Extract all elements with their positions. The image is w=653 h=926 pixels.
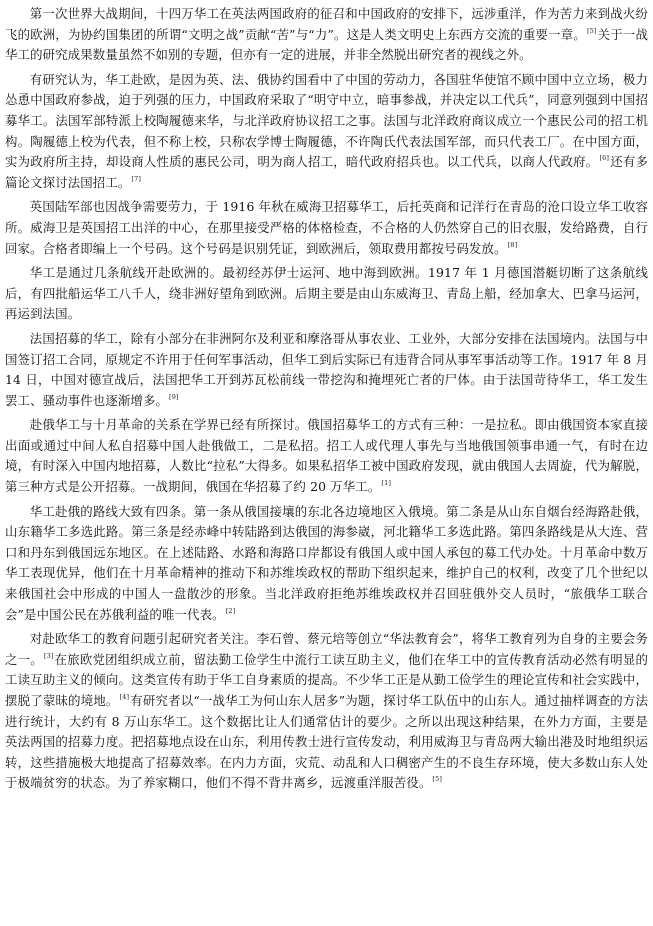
paragraph-text: 华工是通过几条航线开赴欧洲的。最初经苏伊士运河、地中海到欧洲。1917 年 1 月德国潜艇切断了这条航线后，有四批船运华工八千人，绕非洲好望角到欧洲。后期主要是由山东威海卫、青岛上船，经加拿大、巴拿马运河，再运到法国。 (5, 265, 648, 322)
paragraph-text: 在旅欧党团组织成立前，留法勤工俭学生中流行工读互助主义，他们在华工中的宣传教育活动必然有明显的工读互助主义的倾向。这类宣传有助于华工自身素质的提高。不少华工正是从勤工俭学生的理论宣传和社会实践中，摆脱了蒙昧的境地。 (5, 651, 648, 708)
footnote-marker: [1] (381, 479, 392, 488)
footnote-marker: [5] (586, 26, 597, 35)
footnote-marker: [6] (599, 154, 610, 163)
paragraph-text: 英国陆军部也因战争需要劳力，于 1916 年秋在威海卫招募华工，后托英商和记洋行在青岛的沧口设立华工收容所。威海卫是英国招工出洋的中心，在那里接受严格的体格检查，不合格的人仍然穿自己的旧衣服，发给路费，自行回家。合格者即编上一个号码。这个号码是识别凭证，到欧洲后，领取费用都按号码发放。 (5, 199, 648, 256)
paragraph-text: 关于一战华工的研究成果数量虽然不如别的专题，但亦有一定的进展，并非全然脱出研究者的视线之外。 (5, 26, 648, 63)
paragraph-text: 第一次世界大战期间，十四万华工在英法两国政府的征召和中国政府的安排下，远涉重洋，作为苦力来到战火纷飞的欧洲，为协约国集团的所谓“文明之战”贡献“苦”与“力”。这是人类文明史上东西方交流的重要一章。 (5, 6, 648, 42)
paragraph (5, 502, 648, 626)
paragraph (5, 70, 648, 194)
paragraph (5, 629, 648, 794)
footnote-marker: [4] (119, 693, 130, 701)
paragraph-text: 有研究认为，华工赴欧，是因为英、法、俄协约国看中了中国的劳动力，各国驻华使馆不顾中国中立立场，极力怂恿中国政府参战，迫于列强的压力，中国政府采取了“明守中立，暗事参战，并决定以工代兵”，同意列强到中国招募华工。法国军部特派上校陶履德来华，与北洋政府协议招工之事。法国与北洋政府商议成立一个惠民公司的招工机构。陶履德上校为代表，但不称上校，只称农学博士陶履德，不许陶氏代表法国军部，而只代表工厂。在中国方面，实为政府所主持，却设商人性质的惠民公司，明为商人招工，暗代政府招兵也。以工代兵，以商人代政府。 (5, 71, 648, 170)
footnote-marker: [5] (432, 775, 443, 784)
paragraph (5, 4, 648, 66)
footnote-marker: [7] (131, 174, 142, 183)
footnote-marker: [8] (507, 240, 518, 249)
paragraph-text: 有研究者以“一战华工为何山东人居多”为题，探讨华工队伍中的山东人。通过抽样调查的方法进行统计，大约有 8 万山东华工。这个数据比让人们通常估计的要少。之所以出现这种结果，在外力方面，主要是英法两国的招募力度。把招募地点设在山东，利用传教士进行宣传发动，利用威海卫与青岛两大输出港及时地组织运转，这些措施极大地提高了招募效率。在内力方面，灾荒、动乱和人口稠密产生的不良生存环境，使大多数山东人处于极端贫穷的状态。为了养家糊口，他们不得不背井离乡，远渡重洋服苦役。 (5, 693, 648, 791)
paragraph (5, 415, 648, 497)
paragraph-text: 法国招募的华工，除有小部分在非洲阿尔及利亚和摩洛哥从事农业、工业外，大部分安排在法国境内。法国与中国签订招工合同，原规定不许用于任何军事活动，但华工到后实际已有违背合同从事军事活动等工作。1917 年 8 月 14 日，中国对德宣战后，法国把华工开到苏瓦松前线一带挖沟和掩埋死亡者的尸体。由于法国苛待华工，华工发生罢工、骚动事件也逐渐增多。 (5, 330, 648, 408)
paragraph (5, 263, 648, 325)
footnote-marker: [3] (43, 651, 54, 660)
paragraph-text: 赴俄华工与十月革命的关系在学界已经有所探讨。俄国招募华工的方式有三种：一是拉私。即由俄国资本家直接出面或通过中间人私自招募中国人赴俄做工，二是私招。招工人或代理人事先与当地俄国领事串通一气，有时在边境，有时深入中国内地招募，人数比“拉私”大得多。如果私招华工被中国政府发现，就由俄国人去周旋，代为解脱，第三种方式是公开招募。一战期间，俄国在华招募了约 20 万华工。 (5, 417, 648, 495)
paragraph-text: 还有多篇论文探讨法国招工。 (5, 154, 648, 190)
footnote-marker: [2] (225, 606, 236, 615)
paragraph-text: 华工赴俄的路线大致有四条。第一条从俄国接壤的东北各边境地区入俄境。第二条是从山东自烟台经海路赴俄，山东籍华工多选此路。第三条是经赤峰中转陆路到达俄国的海参崴，河北籍华工多选此路。第四条路线是从大连、营口和丹东到俄国远东地区。在上述陆路、水路和海路口岸都设有俄国人或中国人承包的募工代办处。十月革命中数万华工表现优异，他们在十月革命精神的推动下和苏维埃政权的帮助下组织起来，维护自己的权利，改变了几个世纪以来俄国社会中形成的中国人一盘散沙的形象。当北洋政府拒绝苏维埃政权并召回驻俄外交人员时，“旅俄华工联合会”是中国公民在苏俄利益的唯一代表。 (5, 503, 648, 622)
paragraph (5, 329, 648, 411)
paragraph-text: 对赴欧华工的教育问题引起研究者关注。李石曾、蔡元培等创立“华法教育会”，将华工教育列为自身的主要会务之一。 (5, 631, 648, 667)
footnote-marker: [9] (169, 392, 179, 401)
paragraph (5, 197, 648, 259)
